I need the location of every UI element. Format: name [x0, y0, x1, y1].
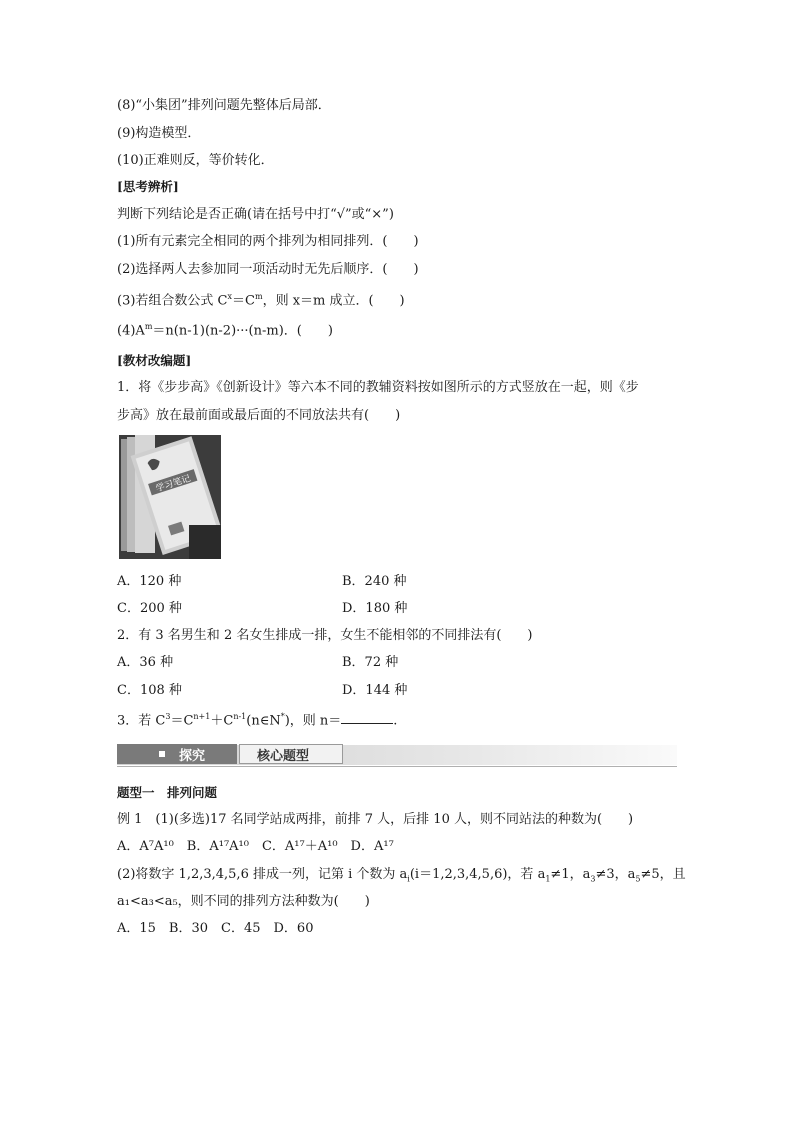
- jiaocai-heading: [教材改编题]: [117, 353, 192, 368]
- q2-option-d: D．144 种: [342, 683, 408, 698]
- q1-option-a: A．120 种: [117, 574, 182, 589]
- banner-dark-block: [117, 744, 237, 764]
- question-1-line-b: 步高》放在最前面或最后面的不同放法共有( ): [117, 408, 401, 423]
- banner-label-explore: 探究: [179, 749, 206, 764]
- answer-blank: [341, 711, 393, 724]
- q1-option-d: D．180 种: [342, 601, 408, 616]
- q1-option-b: B．240 种: [342, 574, 407, 589]
- example-2-line-a: (2)将数字 1,2,3,4,5,6 排成一列，记第 i 个数为 $a_i(i=1,2,3,4,5,6)$，若 $a_1\ne 1$，$a_3\ne 3$，$a_5\ne 5$，且: [117, 867, 686, 884]
- example-1-options: A．A⁷A¹⁰ B．A¹⁷A¹⁰ C．A¹⁷＋A¹⁰ D．A¹⁷: [117, 839, 394, 854]
- q2-option-a: A．36 种: [117, 655, 174, 670]
- banner-label-core: 核心题型: [257, 749, 310, 764]
- banner-bullet-icon: [159, 751, 165, 757]
- statement-4: $(4)A^m=n(n-1)(n-2)\cdot\cdot\cdot(n-m)$．( ): [117, 322, 333, 339]
- q2-option-b: B．72 种: [342, 655, 399, 670]
- tixing-heading: 题型一 排列问题: [117, 785, 218, 800]
- example-1-line: 例 1 (1)(多选)17 名同学站成两排，前排 7 人，后排 10 人，则不同站法的种数为( ): [117, 812, 634, 827]
- statement-1: (1)所有元素完全相同的两个排列为相同排列．( ): [117, 234, 419, 249]
- statement-2: (2)选择两人去参加同一项活动时无先后顺序．( ): [117, 262, 419, 277]
- sikao-heading: [思考辨析]: [117, 179, 179, 194]
- q2-option-c: C．108 种: [117, 683, 182, 698]
- q1-option-c: C．200 种: [117, 601, 182, 616]
- question-2: 2．有 3 名男生和 2 名女生排成一排，女生不能相邻的不同排法有( ): [117, 628, 533, 643]
- text-line-10: (10)正难则反，等价转化．: [117, 153, 274, 168]
- statement-3: (3)若组合数公式 $C^x=C^m$，则 x＝m 成立．( ): [117, 292, 405, 309]
- section-banner: [117, 744, 677, 766]
- books-photo: [119, 435, 221, 559]
- sikao-intro: 判断下列结论是否正确(请在括号中打“√”或“×”): [117, 207, 394, 222]
- example-2-line-b: a₁<a₃<a₅，则不同的排列方法种数为( ): [117, 894, 370, 909]
- banner-underline: [117, 766, 677, 767]
- svg-text:学习笔记: 学习笔记: [154, 473, 193, 495]
- books-illustration: [119, 435, 221, 559]
- question-1-line-a: 1．将《步步高》《创新设计》等六本不同的教辅资料按如图所示的方式竖放在一起，则《步: [117, 380, 639, 395]
- text-line-9: (9)构造模型．: [117, 126, 201, 141]
- example-2-options: A．15 B．30 C．45 D．60: [117, 921, 314, 936]
- question-3: 3．若 $C^3=C^{n+1}+C^{n-1}(n\in N^*)$，则 n＝ .: [117, 712, 398, 729]
- text-line-8: (8)“小集团”排列问题先整体后局部．: [117, 98, 331, 113]
